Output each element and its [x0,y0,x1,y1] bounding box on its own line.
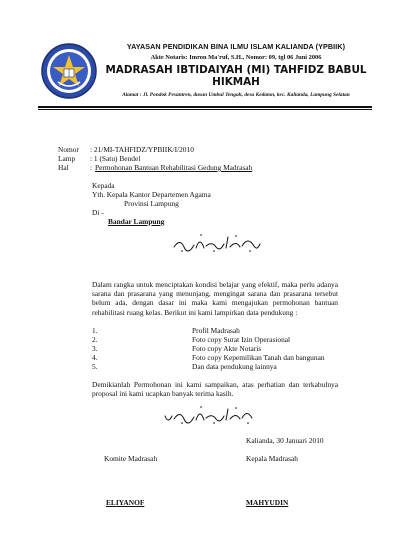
right-signatory-title: Kepala Madrasah [246,454,298,463]
arabic-salam-closing-calligraphy-icon [162,404,256,426]
place-date: Kalianda, 30 Januari 2010 [246,436,324,445]
lamp-label: Lamp [58,154,76,163]
attachment-item: Foto copy Akte Notaris [192,344,262,353]
nomor-label: Nomor [58,145,79,154]
hal-value: Permohonan Bantuan Rehabilitasi Gedung Madrasah [95,163,253,172]
recipient-city: Bandar Lampung [108,217,165,226]
hal-colon: : [90,163,93,172]
recipient-province: Provinsi Lampung [124,199,179,208]
school-emblem-icon [40,42,98,100]
recipient-di: Di - [92,208,104,217]
attachment-item: Foto copy Surat Izin Operasional [192,335,291,344]
attachment-number: 2. [92,335,98,344]
header-divider-thin [38,109,372,110]
recipient-yth: Yth. Kepala Kantor Departemen Agama [92,190,211,199]
nomor-value: : 21/MI-TAHFIDZ/YPBIIK/I/2010 [90,145,194,154]
header-divider-thick [38,106,372,108]
attachment-item: Dan data pendukung lainnya [192,362,277,371]
arabic-salam-calligraphy-icon [170,232,264,254]
attachment-number: 1. [92,326,98,335]
school-name: MADRASAH IBTIDAIYAH (MI) TAHFIDZ BABUL HIKMAH [105,64,367,88]
closing-paragraph: Demikianlah Permohonan ini kami sampaikan, atas perhatian dan terkabulnya proposal ini kami ucapkan banyak terima kasih. [92,380,338,399]
left-signatory-name: ELIYANOF [106,498,145,507]
attachment-number: 5. [92,362,98,371]
recipient-kepada: Kepada [92,181,115,190]
right-signatory-name: MAHYUDIN [246,498,289,507]
attachment-item: Profil Madrasah [192,326,240,335]
left-signatory-title: Komite Madrasah [104,454,158,463]
attachment-item: Foto copy Kepemilikan Tanah dan bangunan [192,353,325,362]
attachment-number: 3. [92,344,98,353]
hal-label: Hal [58,163,69,172]
body-paragraph: Dalam rangka untuk menciptakan kondisi belajar yang efektif, maka perlu adanya sarana dan prasarana yang menunjang, mengingat sarana dan prasarana tersebut belum ada, dengan dasar ini maka kami mengajukan permohonan bantuan rehabilitasi ruang kelas. Berikut ini kami lampirkan data pendukung : [92,280,338,317]
lamp-value: : 1 (Satu) Bendel [90,154,141,163]
notary-deed: Akte Notaris: Imron Ma'ruf, S.H., Nomor: 09, tgl 06 Juni 2006 [150,54,322,61]
foundation-name: YAYASAN PENDIDIKAN BINA ILMU ISLAM KALIANDA (YPBIIK) [126,42,346,51]
school-address: Alamat : Jl. Pondok Pesantren, dusun Umbul Tengah, desa Kedaton, kec. Kalianda, Lampung Selatan [122,92,350,98]
attachment-number: 4. [92,353,98,362]
